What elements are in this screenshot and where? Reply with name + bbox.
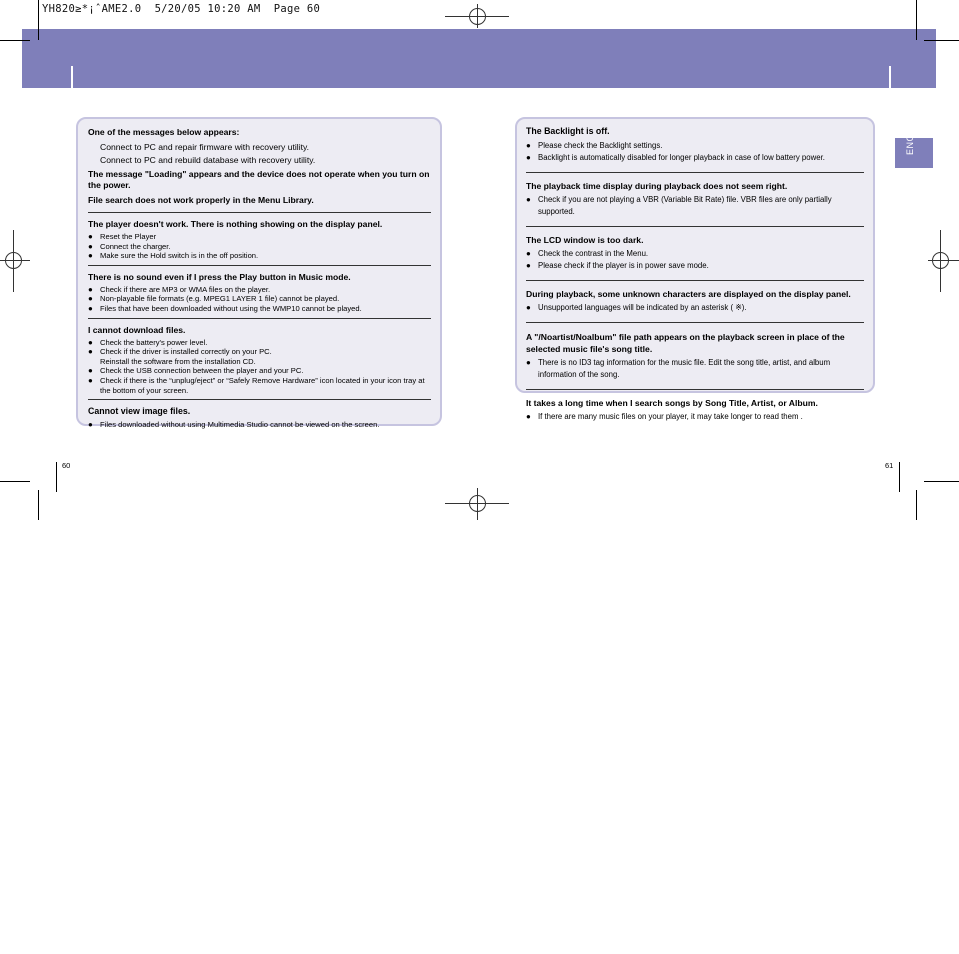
problem-section [526,289,864,323]
solution-item: ● Non-playable file formats (e.g. MPEG1 LAYER 1 file) cannot be played. [88,294,431,304]
solution-item: ● Backlight is automatically disabled for longer playback in case of low battery power. [526,152,864,164]
crop-mark [0,481,30,482]
crop-mark [56,462,57,492]
crop-mark [924,481,959,482]
problem-section [88,219,431,266]
solution-item: ● Check if the driver is installed correctly on your PC. [88,347,431,357]
crop-mark [38,490,39,520]
problem-question: It takes a long time when I search songs by Song Title, Artist, or Album. [526,398,818,408]
problem-section [526,398,864,427]
crop-mark [916,0,917,40]
problem-question: During playback, some unknown characters are displayed on the display panel. [526,289,851,299]
crop-mark [916,490,917,520]
problem-question: The LCD window is too dark. [526,235,644,245]
problem-section [526,126,864,173]
registration-mark-right [928,230,959,292]
printer-slug-line: YH820≥*¡ˆAME2.0 5/20/05 10:20 AM Page 60 [42,3,321,15]
registration-mark-top [445,4,509,28]
solution-item: ● Unsupported languages will be indicated by an asterisk ( ※). [526,302,864,314]
problem-section [526,235,864,281]
problem-question: The playback time display during playback does not seem right. [526,181,788,191]
crop-mark [899,462,900,492]
solution-item: ● Check the USB connection between the player and your PC. [88,366,431,376]
solution-item: ● Reset the Player [88,232,431,242]
problem-section [526,181,864,227]
solution-item: ● Please check the Backlight settings. [526,140,864,152]
solution-item: ● If there are many music files on your player, it may take longer to read them . [526,411,864,423]
solution-item: ● Connect the charger. [88,242,431,252]
message-item: Connect to PC and rebuild database with recovery utility. [100,155,316,165]
problem-section [526,331,864,390]
registration-mark-bottom [445,488,509,520]
solution-item: ● Files that have been downloaded without using the WMP10 cannot be played. [88,304,431,314]
solution-item: ● Please check if the player is in power save mode. [526,260,864,272]
problem-question: The Backlight is off. [526,126,610,136]
solution-item: ● Files downloaded without using Multimedia Studio cannot be viewed on the screen. [88,420,431,430]
problem-section [88,325,431,401]
message-item: Connect to PC and repair firmware with recovery utility. [100,142,310,152]
problem-question: A "/Noartist/Noalbum" file path appears on the playback screen in place of the selected music file's song title. [526,332,845,354]
problem-section [88,272,431,319]
banner-tick-right [889,66,891,88]
problem-question: I cannot download files. [88,324,186,335]
solution-item: ● Check if there are MP3 or WMA files on the player. [88,285,431,295]
header-banner [22,29,936,88]
crop-mark [924,40,959,41]
solution-item: ● Check the battery's power level. [88,338,431,348]
left-troubleshooting-box [76,117,442,430]
crop-mark [0,40,30,41]
solution-item: ● Check the contrast in the Menu. [526,248,864,260]
page-number-right: 61 [885,461,894,470]
solution-item: ● Make sure the Hold switch is in the off position. [88,251,431,261]
intro-section [88,127,431,213]
intro-question: One of the messages below appears: [88,127,240,137]
solution-continuation: Reinstall the software from the installation CD. [100,356,256,366]
crop-mark [38,0,39,40]
problem-question: There is no sound even if I press the Play button in Music mode. [88,271,351,282]
right-troubleshooting-box [515,117,875,421]
solution-item: ● Check if there is the “unplug/eject” or “Safely Remove Hardware” icon located in your icon tray at the bottom of your screen. [88,376,431,395]
page-number-left: 60 [62,461,71,470]
problem-section [88,406,431,434]
language-tab-label: ENG [905,133,915,155]
problem-question: The player doesn't work. There is nothing showing on the display panel. [88,219,383,229]
solution-item: ● Check if you are not playing a VBR (Variable Bit Rate) file. VBR files are only partially supported. [526,194,864,218]
problem-statement: File search does not work properly in the Menu Library. [88,195,314,205]
language-tab [895,133,933,168]
registration-mark-left [0,230,30,292]
problem-statement: The message "Loading" appears and the device does not operate when you turn on the power. [88,169,430,190]
problem-question: Cannot view image files. [88,406,191,417]
solution-item: ● There is no ID3 tag information for the music file. Edit the song title, artist, and album information of the song. [526,357,864,381]
banner-tick-left [71,66,73,88]
